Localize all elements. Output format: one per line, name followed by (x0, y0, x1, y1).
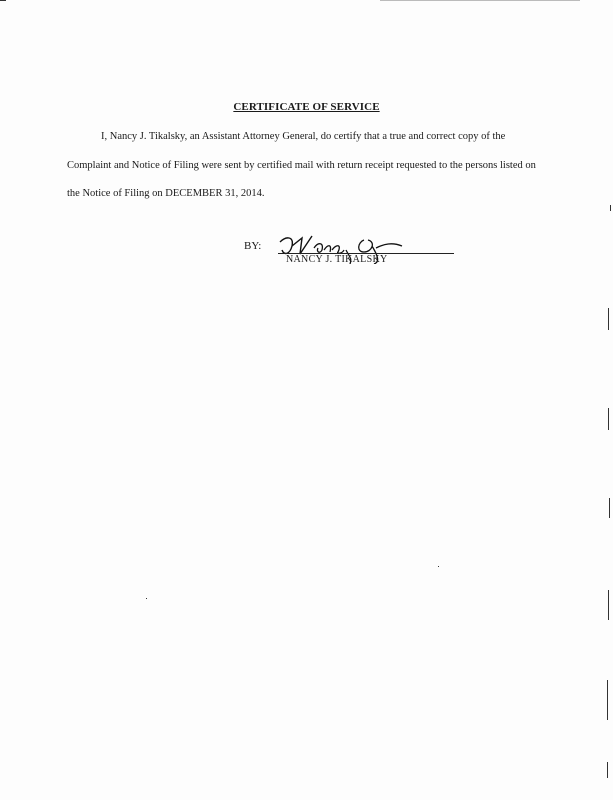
signer-name: NANCY J. TIKALSKY (286, 254, 388, 265)
scan-mark (607, 762, 608, 778)
scan-mark (438, 566, 439, 567)
certificate-body (67, 123, 537, 209)
scan-mark (608, 308, 609, 330)
signature-block (244, 228, 464, 278)
scan-mark (608, 408, 609, 430)
scan-mark (609, 498, 610, 518)
certificate-title: CERTIFICATE OF SERVICE (233, 101, 380, 113)
certificate-paragraph: I, Nancy J. Tikalsky, an Assistant Attorney General, do certify that a true and correct copy of the Complaint and Notice of Filing were sent by certified mail with return receipt requested to the persons listed on the Notice of Filing on DECEMBER 31, 2014. (67, 131, 536, 199)
scan-mark (608, 590, 609, 620)
scan-mark (607, 680, 608, 720)
scan-mark (146, 598, 147, 599)
scan-mark (610, 205, 611, 211)
by-label: BY: (244, 240, 262, 252)
scan-mark (0, 0, 6, 1)
scan-mark (380, 0, 580, 1)
